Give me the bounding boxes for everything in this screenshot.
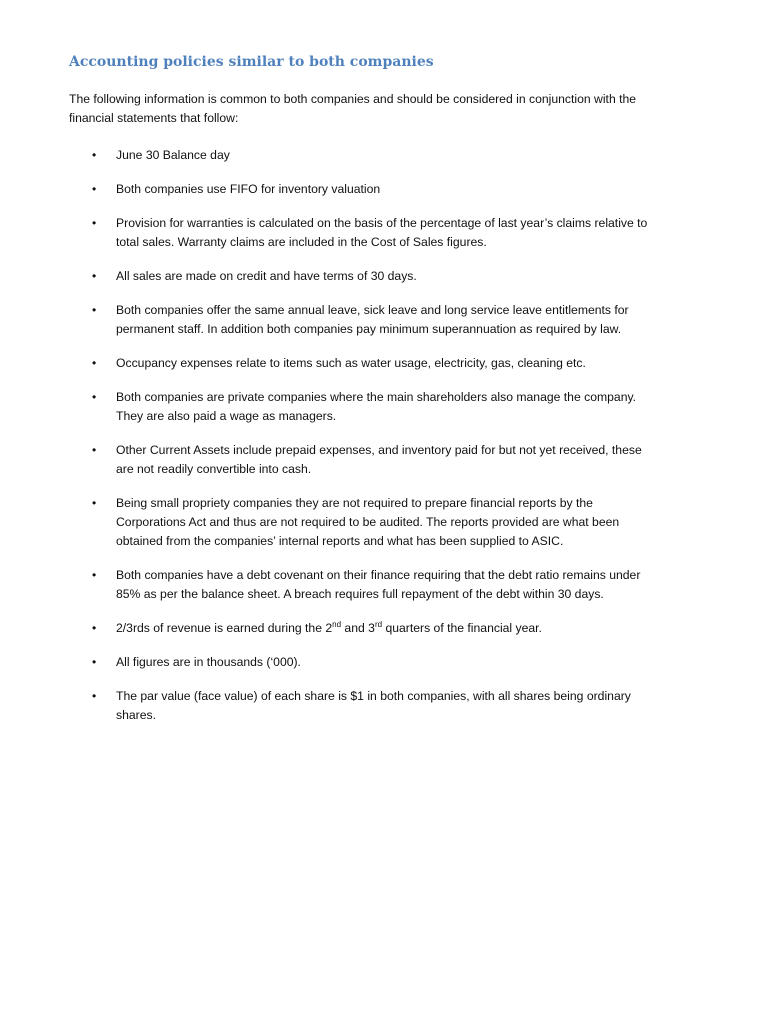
list-item-line: Both companies use FIFO for inventory valuation (116, 182, 381, 196)
bullet-icon: • (92, 216, 97, 230)
list-item-line: total sales. Warranty claims are included in the Cost of Sales figures. (116, 235, 487, 249)
intro-paragraph (69, 90, 709, 128)
list-item-line: Both companies are private companies where the main shareholders also manage the company. (116, 390, 637, 404)
list-item-line: All sales are made on credit and have terms of 30 days. (116, 269, 417, 283)
list-item-text (116, 301, 696, 339)
list-item-line (116, 619, 696, 638)
list-item-line: The par value (face value) of each share is $1 in both companies, with all shares being ordinary (116, 689, 631, 703)
bullet-icon: • (92, 303, 97, 317)
list-item-line: All figures are in thousands (‘000). (116, 655, 301, 669)
bullet-icon: • (92, 655, 97, 669)
list-item-text (116, 180, 696, 199)
text-segment: 2/3rds of revenue is earned during the 2 (116, 621, 333, 635)
section-heading: Accounting policies similar to both companies (69, 54, 434, 70)
list-item-line: Corporations Act and thus are not required to be audited. The reports provided are what been (116, 515, 620, 529)
list-item-line: obtained from the companies’ internal reports and what has been supplied to ASIC. (116, 534, 564, 548)
superscript: nd (332, 619, 342, 629)
bullet-icon: • (92, 182, 97, 196)
list-item-text (116, 494, 696, 551)
list-item-line: Both companies offer the same annual leave, sick leave and long service leave entitlements for (116, 303, 629, 317)
bullet-icon: • (92, 148, 97, 162)
list-item-line: Being small propriety companies they are not required to prepare financial reports by the (116, 496, 593, 510)
intro-line: financial statements that follow: (69, 111, 239, 125)
list-item-line: Both companies have a debt covenant on their finance requiring that the debt ratio remains under (116, 568, 641, 582)
list-item-line: Provision for warranties is calculated on the basis of the percentage of last year’s claims relative to (116, 216, 648, 230)
bullet-icon: • (92, 496, 97, 510)
list-item-line: June 30 Balance day (116, 148, 230, 162)
bullet-icon: • (92, 390, 97, 404)
list-item-text (116, 214, 696, 252)
list-item-text (116, 388, 696, 426)
bullet-icon: • (92, 621, 97, 635)
bullet-icon: • (92, 568, 97, 582)
bullet-icon: • (92, 269, 97, 283)
bullet-icon: • (92, 356, 97, 370)
bullet-icon: • (92, 443, 97, 457)
list-item-line: 85% as per the balance sheet. A breach requires full repayment of the debt within 30 days. (116, 587, 604, 601)
list-item-text (116, 687, 696, 725)
intro-line: The following information is common to both companies and should be considered in conjunction with the (69, 92, 637, 106)
list-item-line: They are also paid a wage as managers. (116, 409, 337, 423)
list-item-text (116, 354, 696, 373)
text-segment: and 3 (341, 621, 375, 635)
list-item-text (116, 566, 696, 604)
text-segment: quarters of the financial year. (382, 621, 542, 635)
list-item-text (116, 441, 696, 479)
list-item-line: Occupancy expenses relate to items such as water usage, electricity, gas, cleaning etc. (116, 356, 586, 370)
list-item-text (116, 146, 696, 165)
bullet-icon: • (92, 689, 97, 703)
list-item-line: are not readily convertible into cash. (116, 462, 312, 476)
list-item-line: permanent staff. In addition both companies pay minimum superannuation as required by law. (116, 322, 622, 336)
list-item-line: Other Current Assets include prepaid expenses, and inventory paid for but not yet received, these (116, 443, 642, 457)
list-item-text (116, 653, 696, 672)
superscript: rd (374, 619, 383, 629)
list-item-text (116, 619, 696, 638)
list-item-line: shares. (116, 708, 156, 722)
list-item-text (116, 267, 696, 286)
